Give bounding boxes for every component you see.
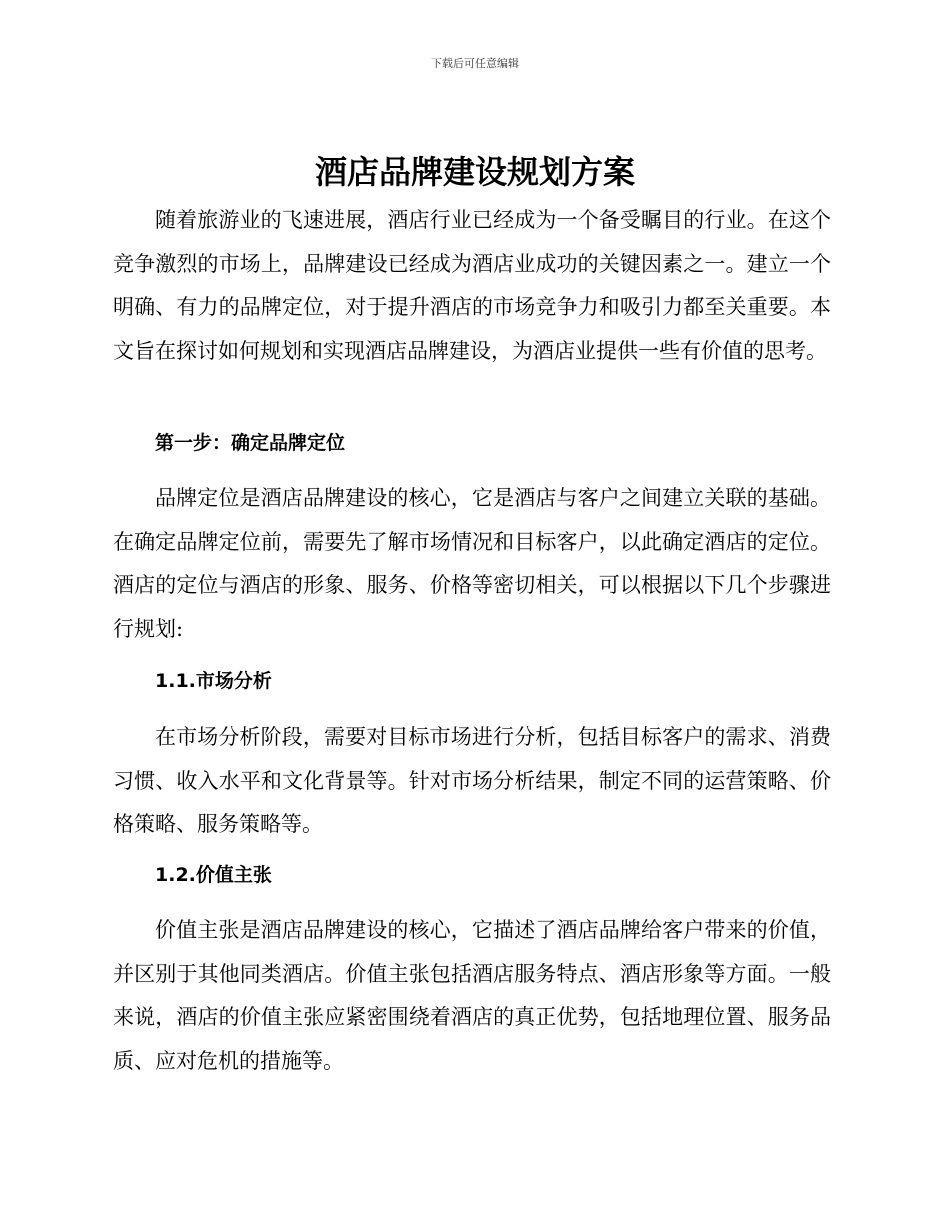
section-1-2-heading-block (113, 860, 831, 890)
header-note: 下载后可任意编辑 (431, 57, 519, 70)
section-1-2-heading: 1.2.价值主张 (155, 864, 272, 886)
section-1-1-block (113, 716, 831, 847)
section-1-2-paragraph: 价值主张是酒店品牌建设的核心，它描述了酒店品牌给客户带来的价值，并区别于其他同类酒店。价值主张包括酒店服务特点、酒店形象等方面。一般来说，酒店的价值主张应紧密围绕着酒店的真正优势，包括地理位置、服务品质、应对危机的措施等。 (113, 918, 831, 1073)
intro-block (113, 199, 831, 373)
step1-heading-block (113, 428, 831, 458)
intro-paragraph: 随着旅游业的飞速进展，酒店行业已经成为一个备受瞩目的行业。在这个竞争激烈的市场上，品牌建设已经成为酒店业成功的关键因素之一。建立一个明确、有力的品牌定位，对于提升酒店的市场竞争力和吸引力都至关重要。本文旨在探讨如何规划和实现酒店品牌建设，为酒店业提供一些有价值的思考。 (113, 208, 831, 363)
section-1-1-heading: 1.1.市场分析 (155, 670, 272, 692)
section-1-2-block (113, 909, 831, 1083)
section-1-1-heading-block (113, 666, 831, 696)
step1-block (113, 477, 831, 651)
step1-paragraph: 品牌定位是酒店品牌建设的核心，它是酒店与客户之间建立关联的基础。在确定品牌定位前，需要先了解市场情况和目标客户，以此确定酒店的定位。酒店的定位与酒店的形象、服务、价格等密切相关，可以根据以下几个步骤进行规划: (113, 486, 831, 641)
step1-heading: 第一步：确定品牌定位 (155, 432, 346, 454)
section-1-1-paragraph: 在市场分析阶段，需要对目标市场进行分析，包括目标客户的需求、消费习惯、收入水平和文化背景等。针对市场分析结果，制定不同的运营策略、价格策略、服务策略等。 (113, 725, 831, 836)
document-title: 酒店品牌建设规划方案 (314, 153, 635, 191)
